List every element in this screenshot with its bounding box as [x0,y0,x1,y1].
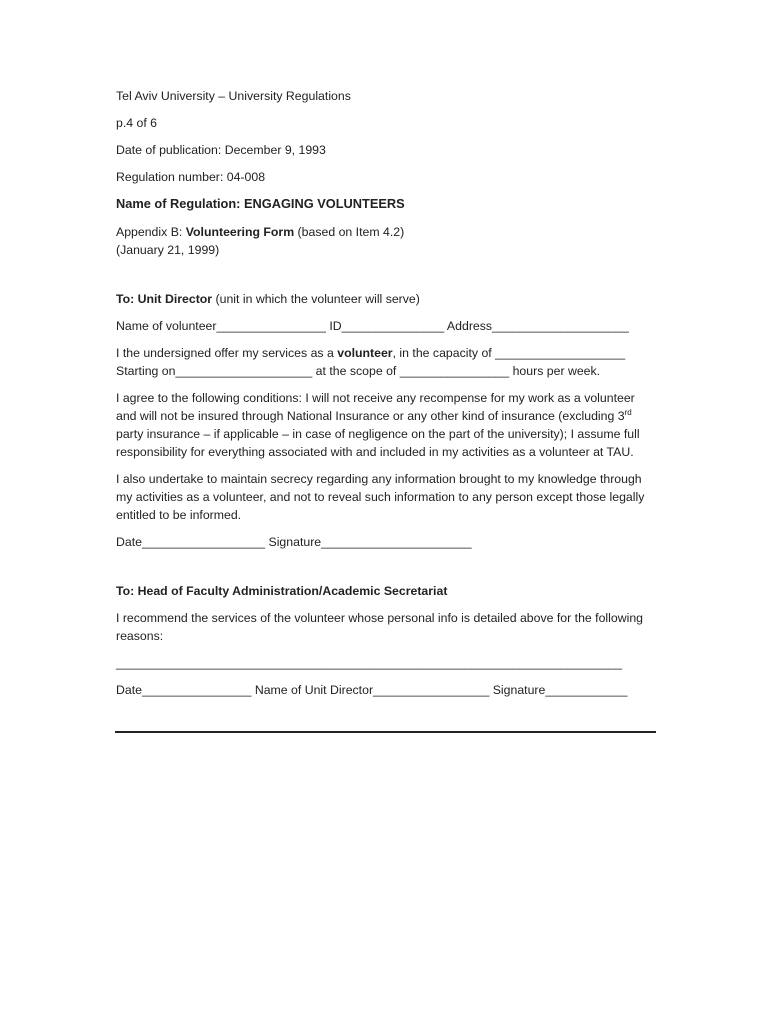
recommend-paragraph: I recommend the services of the volunteer whose personal info is detailed above for the following reasons: [116,611,644,643]
appendix-date: (January 21, 1999) [116,243,220,257]
reasons-line: __________________________________________________________________________ [116,656,623,670]
unit-director-heading [116,290,656,308]
spacer [116,551,656,582]
university-header: Tel Aviv University – University Regulations [116,89,351,103]
spacer [116,259,656,290]
appendix-prefix: Appendix B: [116,225,186,239]
regulation-number: Regulation number: 04-008 [116,170,266,184]
regulation-title: Name of Regulation: ENGAGING VOLUNTEERS [116,196,405,211]
appendix-suffix: (based on Item 4.2) [294,225,405,239]
conditions-text-2: party insurance – if applicable – in case of negligence on the part of the university); I assume full responsibility for everything associated with and included in my activities as a volunteer at TAU. [116,427,640,459]
faculty-heading-label: To: Head of Faculty Administration/Academic Secretariat [116,584,448,598]
director-signature-line: Date________________ Name of Unit Director_________________ Signature____________ [116,683,628,697]
appendix-form-name: Volunteering Form [185,225,295,239]
conditions-superscript: rd [624,407,632,417]
starting-line: Starting on____________________ at the scope of ________________ hours per week. [116,364,601,378]
secrecy-paragraph: I also undertake to maintain secrecy regarding any information brought to my knowledge through my activities as a volunteer, and not to reveal such information to any person except those legally entitled to be informed. [116,472,645,522]
volunteer-details-fields: Name of volunteer________________ ID_______________ Address____________________ [116,319,629,333]
unit-director-note: (unit in which the volunteer will serve) [212,292,420,306]
offer-line [116,344,656,362]
date-signature-line: Date__________________ Signature______________________ [116,535,472,549]
unit-director-label: To: Unit Director [116,292,213,306]
form-content [116,87,656,699]
appendix-line [116,223,656,241]
offer-volunteer-word: volunteer [337,346,393,360]
offer-text-after: , in the capacity of ___________________ [392,346,626,360]
faculty-heading [116,582,656,600]
conditions-text-1: I agree to the following conditions: I will not receive any recompense for my work as a volunteer and will not be insured through National Insurance or any other kind of insurance (excluding 3 [116,391,635,423]
bottom-rule [115,731,656,733]
publication-date: Date of publication: December 9, 1993 [116,143,326,157]
conditions-paragraph [116,389,656,461]
offer-text-before: I the undersigned offer my services as a [116,346,338,360]
page-number: p.4 of 6 [116,116,158,130]
